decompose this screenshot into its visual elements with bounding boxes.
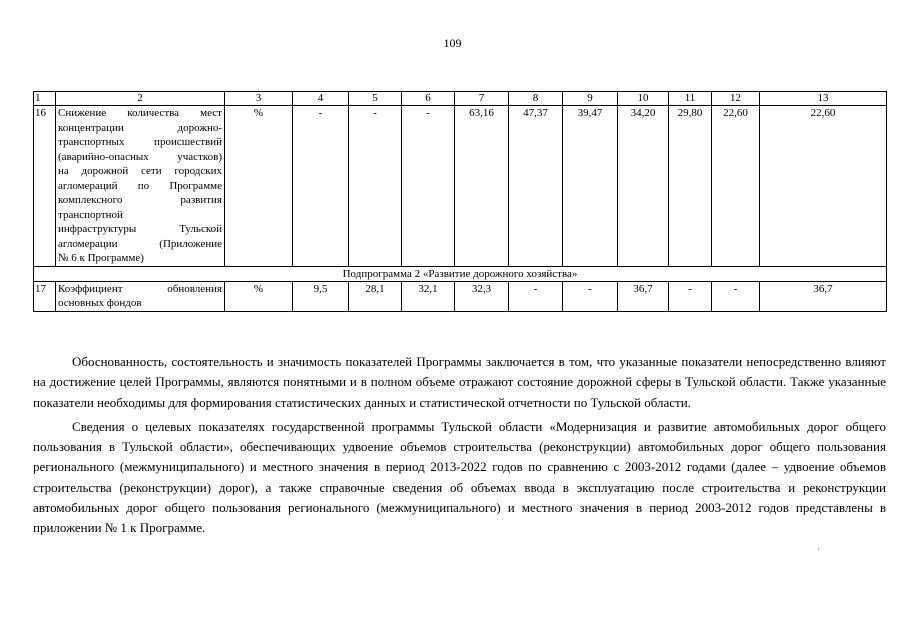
indicator-name-line: основных фондов <box>58 297 142 309</box>
column-header: 8 <box>509 92 563 106</box>
table-header-row <box>34 92 887 106</box>
indicator-name-line: концентрации дорожно- <box>58 121 222 134</box>
value-cell: 28,1 <box>349 281 402 311</box>
value-cell: 36,7 <box>760 281 887 311</box>
column-header: 13 <box>760 92 887 106</box>
value-cell: 39,47 <box>563 106 618 267</box>
indicator-name-line: Коэффициент обновления <box>58 282 222 295</box>
indicator-name-line: комплексного развития <box>58 194 222 206</box>
value-cell: 34,20 <box>618 106 669 267</box>
value-cell: - <box>349 106 402 267</box>
body-text <box>33 352 886 539</box>
value-cell: 22,60 <box>712 106 760 267</box>
subprogram-title: Подпрограмма 2 «Развитие дорожного хозяйства» <box>34 266 887 281</box>
column-header: 11 <box>669 92 712 106</box>
value-cell: - <box>509 281 563 311</box>
page-number: 109 <box>443 36 462 50</box>
column-header: 2 <box>56 92 225 106</box>
unit-cell: % <box>225 106 293 267</box>
value-cell: 36,7 <box>618 281 669 311</box>
row-number: 16 <box>34 106 56 267</box>
indicator-name <box>56 106 225 267</box>
column-header: 9 <box>563 92 618 106</box>
column-header: 3 <box>225 92 293 106</box>
value-cell: 22,60 <box>760 106 887 267</box>
value-cell: - <box>669 281 712 311</box>
value-cell: - <box>293 106 349 267</box>
value-cell: 32,1 <box>402 281 455 311</box>
indicator-name-line: (аварийно-опасных участков) <box>58 150 222 163</box>
indicator-name-line: инфраструктуры Тульской <box>58 223 222 235</box>
indicator-name-line: транспортных происшествий <box>58 136 222 148</box>
indicator-name-line: транспортной <box>58 208 123 221</box>
indicator-name-line: на дорожной сети городских <box>58 165 222 177</box>
column-header: 5 <box>349 92 402 106</box>
paragraph: Обоснованность, состоятельность и значимость показателей Программы заключается в том, что указанные показатели непосредственно влияют на достижение целей Программы, являются понятными и в полном объеме отражают состояние дорожной сферы в Тульской области. Также указанные показатели необходимы для формирования статистических данных и статистической отчетности по Тульской области. <box>33 354 886 410</box>
column-header: 10 <box>618 92 669 106</box>
value-cell: 63,16 <box>455 106 509 267</box>
indicator-name-line: агломераций по Программе <box>58 179 222 192</box>
value-cell: - <box>402 106 455 267</box>
table-row <box>34 106 887 267</box>
indicator-name-line: № 6 к Программе) <box>58 252 144 264</box>
value-cell: - <box>712 281 760 311</box>
indicator-name-line: Снижение количества мест <box>58 107 222 119</box>
value-cell: 47,37 <box>509 106 563 267</box>
column-header: 4 <box>293 92 349 106</box>
indicator-name <box>56 281 225 311</box>
table-row <box>34 281 887 311</box>
indicators-table <box>33 91 887 312</box>
column-header: 7 <box>455 92 509 106</box>
paragraph: Сведения о целевых показателях государственной программы Тульской области «Модернизация и развитие автомобильных дорог общего пользования в Тульской области», обеспечивающих удвоение объемов строительства (реконструкции) автомобильных дорог общего пользования регионального (межмуниципального) и местного значения в период 2013-2022 годов по сравнению с 2003-2012 годами (далее – удвоение объемов строительства (реконструкции) дорог), а также справочные сведения об объемах ввода в эксплуатацию после строительства и реконструкции автомобильных дорог общего пользования регионального (межмуниципального) и местного значения в период 2003-2012 годов представлены в приложении № 1 к Программе. <box>33 418 886 536</box>
row-number: 17 <box>34 281 56 311</box>
value-cell: 9,5 <box>293 281 349 311</box>
column-header: 1 <box>34 92 56 106</box>
value-cell: 29,80 <box>669 106 712 267</box>
column-header: 6 <box>402 92 455 106</box>
unit-cell: % <box>225 281 293 311</box>
value-cell: 32,3 <box>455 281 509 311</box>
value-cell: - <box>563 281 618 311</box>
subprogram-row <box>34 266 887 281</box>
indicator-name-line: агломерации (Приложение <box>58 237 222 250</box>
scan-speck <box>818 548 819 551</box>
column-header: 12 <box>712 92 760 106</box>
